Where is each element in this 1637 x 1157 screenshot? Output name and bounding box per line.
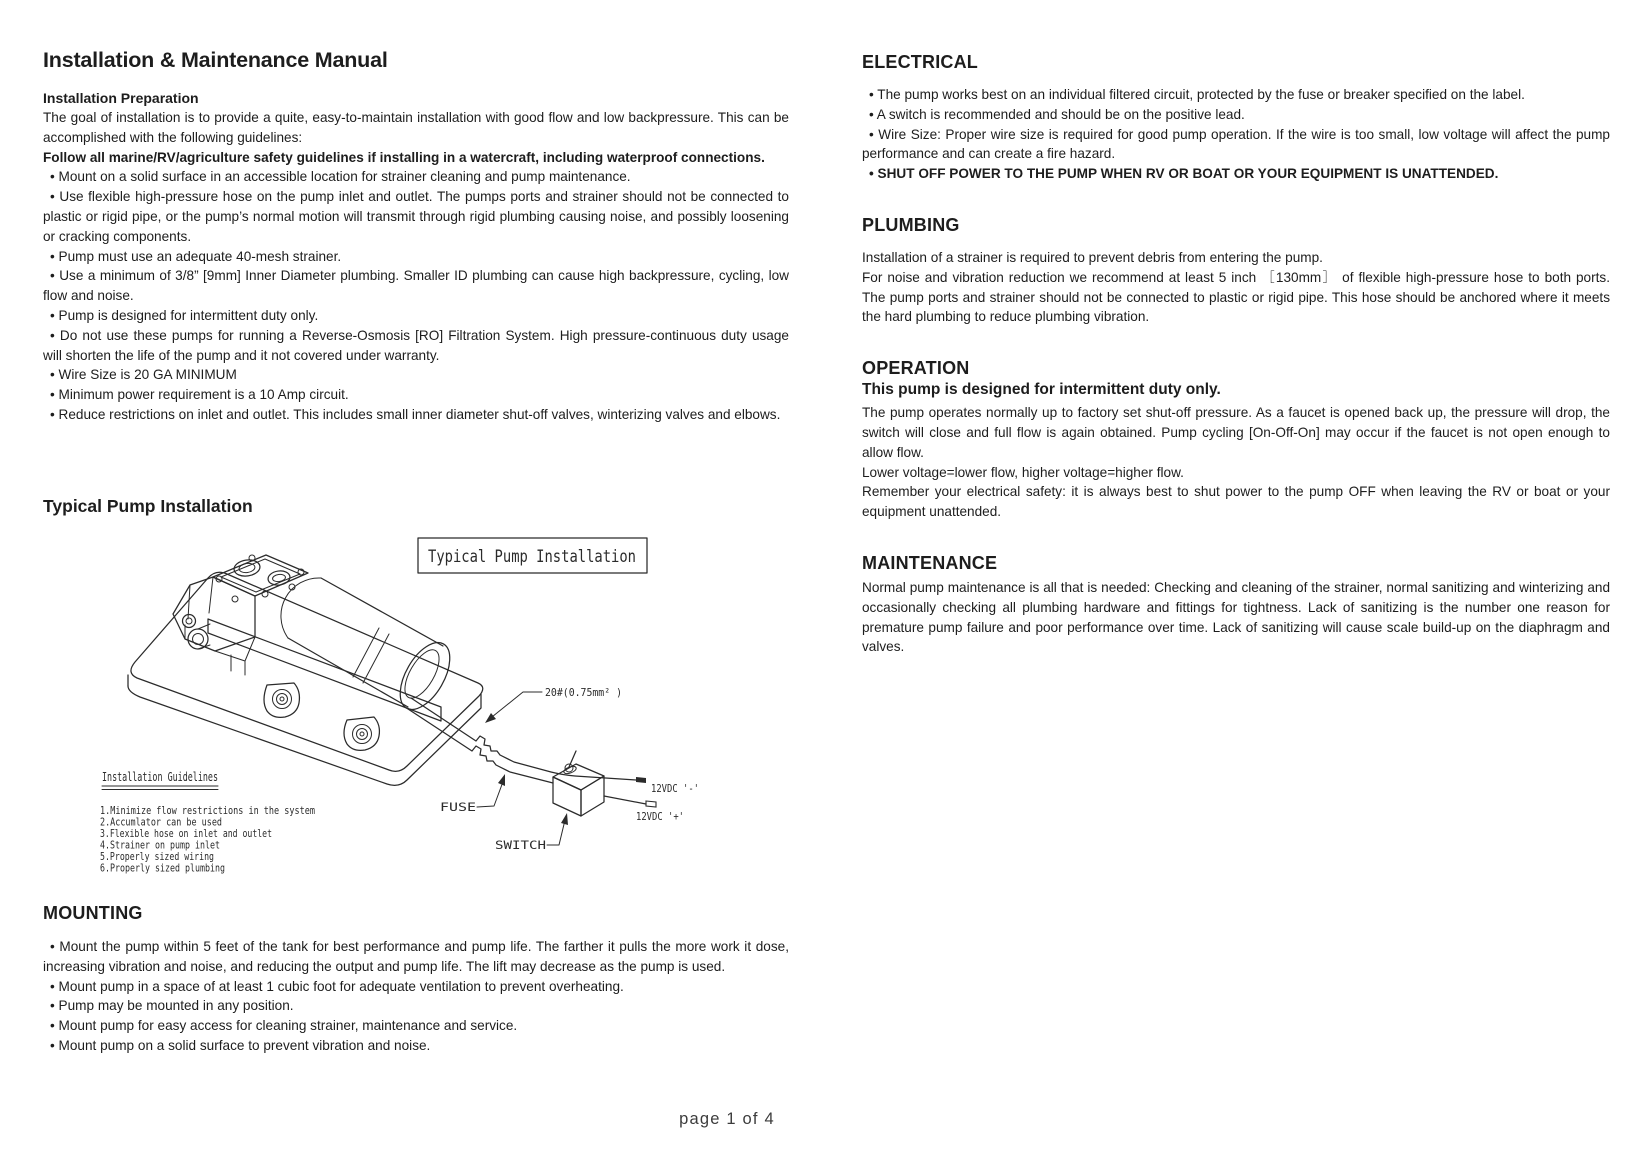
guideline-item: 2.Accumlator can be used (100, 815, 222, 829)
wire-pair (405, 698, 656, 807)
electrical-heading: ELECTRICAL (862, 52, 978, 72)
operation-paragraph: Lower voltage=lower flow, higher voltage=higher flow. (862, 464, 1184, 480)
guideline-item: 4.Strainer on pump inlet (100, 838, 220, 852)
prep-bullet: • Use flexible high-pressure hose on the pump inlet and outlet. The pumps ports and strainer should not be connected to plastic or rigid pipe, or the pump’s normal motion will transmit through rigid plumbing causing noise, and possibly loosening or cracking components. (43, 187, 789, 246)
guideline-item: 3.Flexible hose on inlet and outlet (100, 827, 272, 840)
mounting-heading: MOUNTING (43, 903, 143, 923)
pump-head (173, 555, 308, 675)
operation-subheading: This pump is designed for intermittent duty only. (862, 381, 1221, 399)
dc-positive-label: 12VDC '+' (636, 811, 684, 823)
prep-bullet: • Do not use these pumps for running a Reverse-Osmosis [RO] Filtration System. High pressure-continuous duty usage will shorten the life of the pump and it not covered under warranty. (43, 326, 789, 366)
prep-bullet: • Wire Size is 20 GA MINIMUM (43, 365, 789, 385)
wire-negative-connector (636, 777, 646, 783)
typical-pump-installation-heading: Typical Pump Installation (43, 496, 253, 516)
prep-bullet: • Pump must use an adequate 40-mesh strainer. (43, 247, 789, 267)
plumbing-paragraph: Installation of a strainer is required to prevent debris from entering the pump. (862, 249, 1323, 265)
wire-positive-connector (646, 801, 656, 807)
operation-paragraph: The pump operates normally up to factory set shut-off pressure. As a faucet is opened back up, the pressure will drop, the switch will close and full flow is again obtained. Pump cycling [On-Off-On] may occur if the faucet is not open enough to allow flow. (862, 405, 1610, 460)
electrical-warning: • SHUT OFF POWER TO THE PUMP WHEN RV OR BOAT OR YOUR EQUIPMENT IS UNATTENDED. (862, 164, 1610, 184)
electrical-bullet: • Wire Size: Proper wire size is required for good pump operation. If the wire is too small, low voltage will affect the pump performance and can create a fire hazard. (862, 125, 1610, 165)
electrical-bullet: • A switch is recommended and should be on the positive lead. (862, 105, 1610, 125)
switch-box (553, 751, 604, 816)
fuse-label: FUSE (440, 800, 477, 814)
switch-arrow (561, 813, 568, 825)
prep-heading: Installation Preparation (43, 90, 199, 106)
switch-label: SWITCH (495, 838, 547, 852)
left-column (43, 48, 789, 425)
prep-bold-note: Follow all marine/RV/agriculture safety guidelines if installing in a watercraft, including waterproof connections. (43, 149, 765, 165)
mounting-section (43, 903, 789, 1056)
page-title: Installation & Maintenance Manual (43, 48, 388, 72)
maintenance-paragraph: Normal pump maintenance is all that is needed: Checking and cleaning of the strainer, normal sanitizing and winterizing and occasionally checking all plumbing hardware and fittings for tightness. Lack of sanitizing is the number one reason for premature pump failure and poor performance over time. Lack of sanitizing will cause scale build-up on the diaphragm and valves. (862, 579, 1610, 655)
dc-negative-label: 12VDC '-' (651, 783, 699, 795)
plumbing-heading: PLUMBING (862, 214, 960, 235)
prep-bullet: • Minimum power requirement is a 10 Amp circuit. (43, 385, 789, 405)
guideline-item: 6.Properly sized plumbing (100, 861, 225, 875)
electrical-bullet: • The pump works best on an individual filtered circuit, protected by the fuse or breaker specified on the label. (862, 85, 1610, 105)
wire-positive (405, 707, 553, 783)
fuse-arrow (498, 774, 505, 786)
guideline-item: 5.Properly sized wiring (100, 850, 214, 863)
diagram-caption: Typical Pump Installation (428, 547, 636, 567)
mounting-bullet: • Mount the pump within 5 feet of the tank for best performance and pump life. The farther it pulls the more work it dose, increasing vibration and noise, and reducing the output and pump life. The lift may decrease as the pump is used. (43, 937, 789, 977)
wire-gauge-label: 20#(0.75mm² ) (545, 687, 622, 699)
leader-lines (477, 692, 568, 845)
mounting-bullet: • Mount pump on a solid surface to prevent vibration and noise. (43, 1036, 789, 1056)
diagram-caption-box (418, 538, 647, 573)
mounting-bullet: • Mount pump for easy access for cleaning strainer, maintenance and service. (43, 1016, 789, 1036)
base-plate (128, 572, 483, 785)
prep-bullet: • Pump is designed for intermittent duty only. (43, 306, 789, 326)
maintenance-heading: MAINTENANCE (862, 552, 998, 573)
page-number: page 1 of 4 (679, 1110, 775, 1128)
prep-bullet: • Mount on a solid surface in an accessible location for strainer cleaning and pump maintenance. (43, 167, 789, 187)
mounting-feet (264, 683, 379, 750)
prep-bullet: • Use a minimum of 3/8” [9mm] Inner Diameter plumbing. Smaller ID plumbing can cause high backpressure, cycling, low flow and noise. (43, 266, 789, 306)
prep-intro: The goal of installation is to provide a quite, easy-to-maintain installation with good flow and low backpressure. This can be accomplished with the following guidelines: (43, 110, 789, 145)
guidelines-title: Installation Guidelines (102, 769, 218, 784)
installation-guidelines (100, 769, 315, 875)
guideline-item: 1.Minimize flow restrictions in the system (100, 804, 316, 817)
prep-bullet: • Reduce restrictions on inlet and outlet. This includes small inner diameter shut-off valves, winterizing valves and elbows. (43, 405, 789, 425)
motor-cylinder (281, 578, 460, 718)
operation-heading: OPERATION (862, 358, 970, 379)
right-column (862, 52, 1610, 657)
plumbing-paragraph: For noise and vibration reduction we recommend at least 5 inch ［130mm］ of flexible high-pressure hose to both ports. The pump ports and strainer should not be connected to plastic or rigid pipe. This hose should be anchored where it meets the hard plumbing to reduce plumbing vibration. (862, 269, 1610, 325)
pump-installation-diagram (95, 515, 760, 880)
mounting-bullet: • Pump may be mounted in any position. (43, 996, 789, 1016)
wire-positive-lead (604, 796, 646, 804)
mounting-bullet: • Mount pump in a space of at least 1 cubic foot for adequate ventilation to prevent overheating. (43, 977, 789, 997)
operation-paragraph: Remember your electrical safety: it is always best to shut power to the pump OFF when leaving the RV or boat or your equipment unattended. (862, 484, 1610, 520)
wire-negative (411, 698, 636, 780)
